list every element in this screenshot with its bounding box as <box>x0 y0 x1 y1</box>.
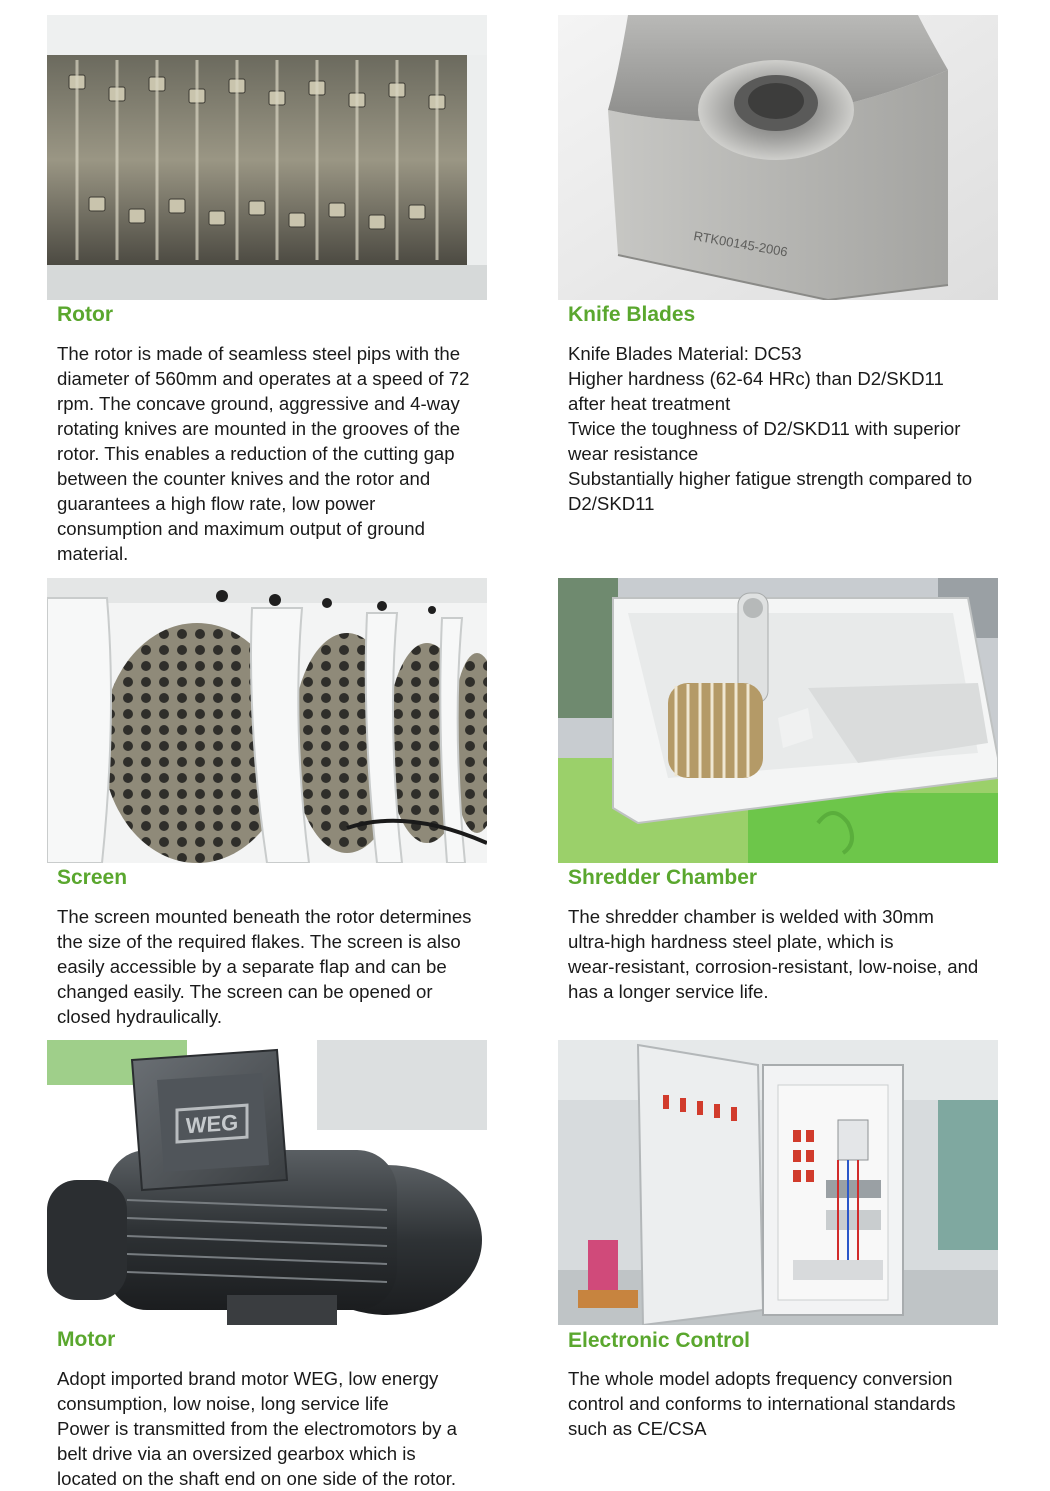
electrical-cabinet-photo <box>558 1040 998 1325</box>
knife-blades-description: Knife Blades Material: DC53 Higher hardness (62-64 HRc) than D2/SKD11 after heat treatment Twice the toughness of D2/SKD11 with superior wear resistance Substantially higher fatigue strength compared to D2/SKD11 <box>568 343 973 514</box>
screen-description: The screen mounted beneath the rotor determines the size of the required flakes. The screen is also easily accessible by a separate flap and can be changed easily. The screen can be opened or closed hydraulically. <box>57 906 472 1027</box>
motor-description: Adopt imported brand motor WEG, low energy consumption, low noise, long service life Power is transmitted from the electromotors by a belt drive via an oversized gearbox which is located on the shaft end on one side of the rotor. <box>57 1368 457 1489</box>
electronic-control-description: The whole model adopts frequency conversion control and conforms to international standards such as CE/CSA <box>568 1368 956 1439</box>
knife-blade-photo <box>558 15 998 300</box>
knife-blades-title: Knife Blades <box>568 303 696 326</box>
weg-badge: WEG <box>185 1109 239 1139</box>
rotor-title: Rotor <box>57 303 113 326</box>
electronic-control-title: Electronic Control <box>568 1329 751 1352</box>
shredder-chamber-photo <box>558 578 998 863</box>
knife-engraving: RTK00145-2006 <box>692 228 789 260</box>
rotor-description: The rotor is made of seamless steel pips with the diameter of 560mm and operates at a speed of 72 rpm. The concave ground, aggressive and 4-way rotating knives are mounted in the grooves of the rotor. This enables a reduction of the cutting gap between the counter knives and the rotor and guarantees a high flow rate, low power consumption and maximum output of ground material. <box>57 343 470 564</box>
shredder-chamber-description: The shredder chamber is welded with 30mm ultra-high hardness steel plate, which is wear-resistant, corrosion-resistant, low-noise, and has a longer service life. <box>568 906 979 1002</box>
motor-title: Motor <box>57 1328 116 1351</box>
electric-motor-photo <box>47 1040 487 1325</box>
perforated-screen-photo <box>47 578 487 863</box>
screen-title: Screen <box>57 866 128 889</box>
rotor-knives-photo <box>47 15 487 300</box>
shredder-chamber-title: Shredder Chamber <box>568 866 758 889</box>
